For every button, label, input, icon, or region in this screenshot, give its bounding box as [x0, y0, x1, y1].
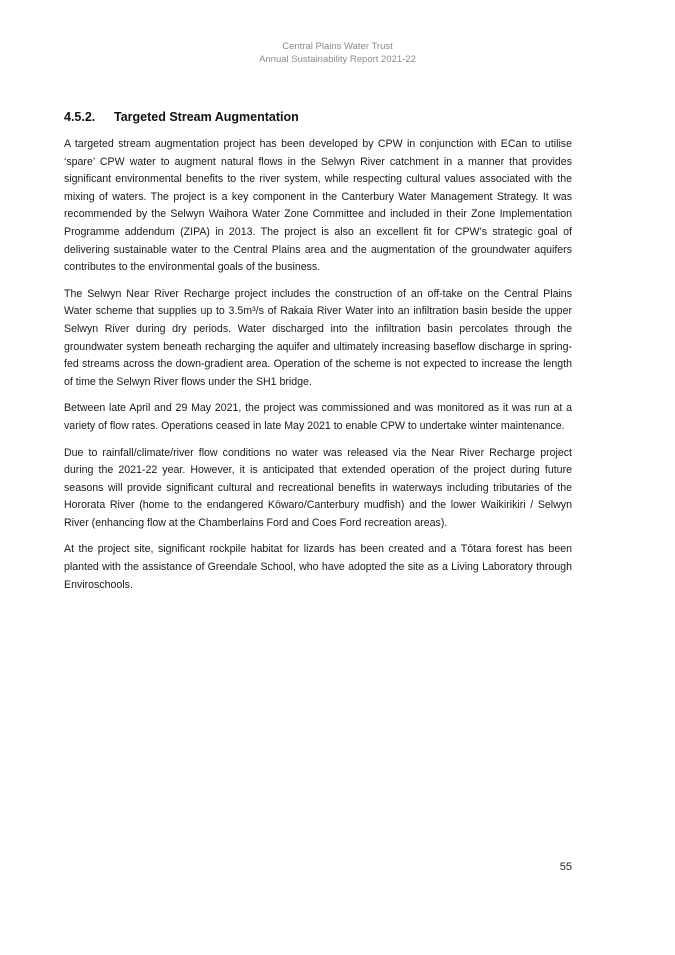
body-text — [64, 136, 572, 603]
section-heading — [64, 110, 612, 124]
header-organization: Central Plains Water Trust — [282, 41, 393, 52]
paragraph-1: A targeted stream augmentation project has been developed by CPW in conjunction with ECan to utilise ‘spare’ CPW water to augment natural flows in the Selwyn River catchment in a manner that provides significant environmental benefits to the river system, while respecting cultural values associated with the mixing of waters. The project is a key component in the Canterbury Water Management Strategy. It was recommended by the Selwyn Waihora Water Zone Committee and included in their Zone Implementation Programme addendum (ZIPA) in 2013. The project is also an excellent fit for CPW’s strategic goal of delivering sustainable water to the Central Plains area and the augmentation of the groundwater aquifers contributes to the environmental goals of the business. — [64, 138, 572, 274]
section-title: Targeted Stream Augmentation — [114, 110, 299, 124]
page-number: 55 — [559, 861, 572, 873]
paragraph-5: At the project site, significant rockpile habitat for lizards has been created and a Tōtara forest has been planted with the assistance of Greendale School, who have adopted the site as a Living Laboratory through Enviroschools. — [64, 543, 572, 591]
header-report-title: Annual Sustainability Report 2021-22 — [259, 54, 416, 65]
paragraph-3: Between late April and 29 May 2021, the project was commissioned and was monitored as it was run at a variety of flow rates. Operations ceased in late May 2021 to enable CPW to undertake winter maintenance. — [64, 402, 572, 432]
section-number: 4.5.2. — [64, 110, 96, 124]
paragraph-4: Due to rainfall/climate/river flow conditions no water was released via the Near River Recharge project during the 2021-22 year. However, it is anticipated that extended operation of the project during future seasons will provide significant cultural and recreational benefits in waterways including tributaries of the Hororata River (home to the endangered Kōwaro/Canterbury mudfish) and the lower Waikirikiri / Selwyn River (enhancing flow at the Chamberlains Ford and Coes Ford recreation areas). — [64, 446, 572, 529]
paragraph-2: The Selwyn Near River Recharge project includes the construction of an off-take on the Central Plains Water scheme that supplies up to 3.5m³/s of Rakaia River Water into an infiltration basin beside the upper Selwyn River during dry periods. Water discharged into the infiltration basin percolates through the groundwater system beneath recharging the aquifer and ultimately increasing baseflow discharge in spring-fed streams across the down-gradient area. Operation of the scheme is not expected to increase the length of time the Selwyn River flows under the SH1 bridge. — [64, 287, 572, 388]
running-header — [0, 40, 675, 66]
